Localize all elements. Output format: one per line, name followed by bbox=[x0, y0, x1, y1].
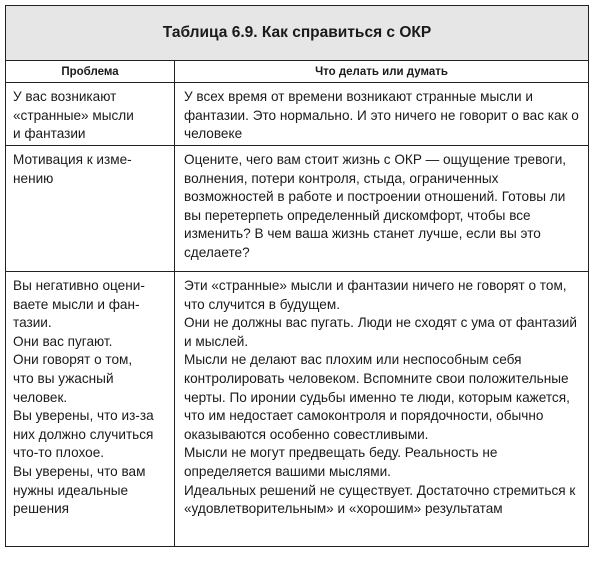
problem-line: них должно случиться bbox=[13, 426, 154, 442]
table-header-row bbox=[6, 61, 588, 83]
table-title: Таблица 6.9. Как справиться с ОКР bbox=[6, 6, 588, 61]
problem-line: что-то плохое. bbox=[13, 445, 105, 461]
problem-line: тазии. bbox=[13, 315, 52, 331]
action-paragraph: У всех время от времени возникают странные мысли и фантазии. Это нормально. И это ничего не говорит о вас как о человеке bbox=[184, 89, 579, 142]
table-row bbox=[6, 146, 588, 272]
problem-line: Вы негативно оцени- bbox=[13, 278, 145, 293]
problem-line: и фантазии bbox=[13, 126, 86, 142]
problem-line: У вас возникают bbox=[13, 89, 117, 104]
action-paragraph: Мысли не могут предвещать беду. Реальность не определяется вашими мыслями. bbox=[184, 445, 498, 479]
problem-line: человек. bbox=[13, 389, 68, 405]
problem-cell bbox=[6, 272, 175, 546]
header-problem: Проблема bbox=[6, 61, 175, 82]
action-paragraph: Оцените, чего вам стоит жизнь с ОКР — ощущение тревоги, волнения, потери контроля, стыда, ограниченных возможностей в работе и построении отношений. Готовы ли вы перетерпеть определенный дискомфорт, чтобы все изменить? В чем ваша жизнь станет лучше, если вы это сделаете? bbox=[184, 152, 567, 260]
header-action: Что делать или думать bbox=[315, 65, 448, 78]
action-cell bbox=[175, 146, 588, 271]
problem-line: «странные» мысли bbox=[13, 107, 134, 123]
okr-table bbox=[5, 5, 589, 547]
problem-line: что вы ужасный bbox=[13, 370, 114, 386]
problem-line: Они говорят о том, bbox=[13, 352, 133, 368]
action-paragraph: Мысли не делают вас плохим или неспособным себя контролировать человеком. Вспомните свои положительные черты. По иронии судьбы именно те люди, которым кажется, что им недостает самоконтроля и порядочности, обычно оказываются особенно совестливыми. bbox=[184, 352, 570, 442]
problem-line: Они вас пугают. bbox=[13, 333, 113, 349]
problem-line: нужны идеальные bbox=[13, 482, 129, 498]
problem-line: решения bbox=[13, 501, 70, 517]
table-row bbox=[6, 272, 588, 546]
problem-cell bbox=[6, 146, 175, 271]
problem-cell bbox=[6, 83, 175, 145]
problem-line: ваете мысли и фан- bbox=[13, 296, 140, 312]
action-paragraph: Эти «странные» мысли и фантазии ничего не говорят о том, что случится в будущем. bbox=[184, 278, 567, 312]
action-cell bbox=[175, 83, 588, 145]
table-row bbox=[6, 83, 588, 146]
problem-line: Мотивация к изме- bbox=[13, 152, 132, 167]
problem-line: Вы уверены, что вам bbox=[13, 463, 146, 479]
problem-line: Вы уверены, что из-за bbox=[13, 408, 154, 424]
action-cell bbox=[175, 272, 588, 546]
problem-line: нению bbox=[13, 170, 54, 186]
action-paragraph: Идеальных решений не существует. Достаточно стремиться к «удовлетворительным» и «хорошим» результатам bbox=[184, 482, 576, 517]
action-paragraph: Они не должны вас пугать. Люди не сходят с ума от фантазий и мыслей. bbox=[184, 315, 577, 349]
